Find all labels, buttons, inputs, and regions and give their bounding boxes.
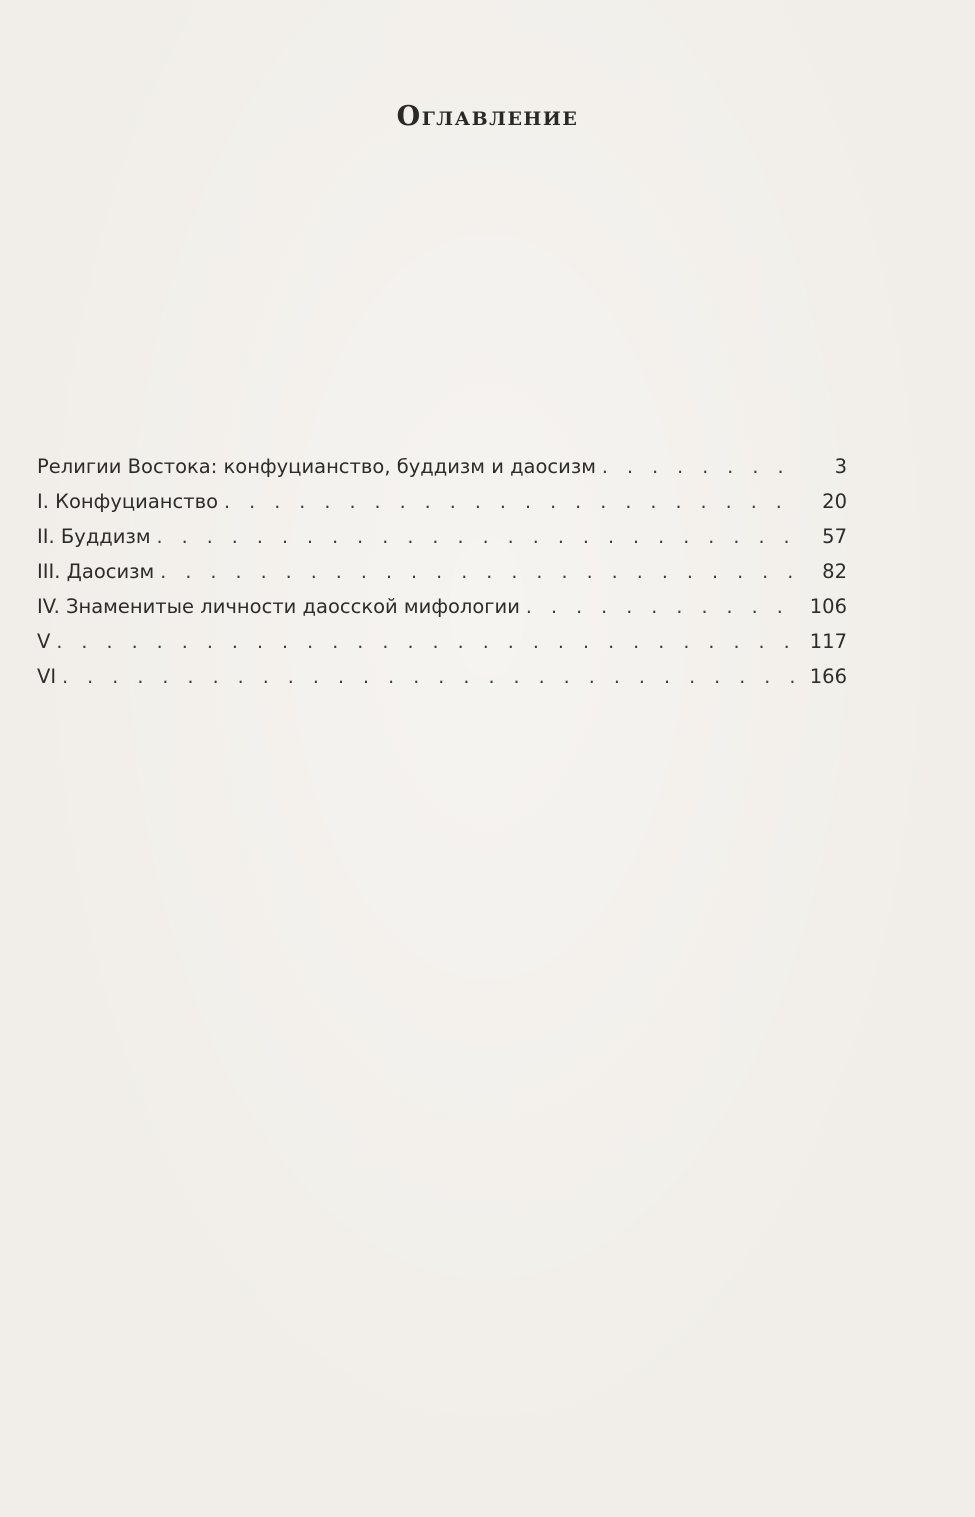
toc-entry <box>37 455 847 490</box>
toc-entry <box>37 595 847 630</box>
toc-entry <box>37 665 847 700</box>
toc-leader-dots <box>224 491 797 513</box>
toc-entry-label: IV. Знаменитые личности даосской мифологии <box>37 595 520 618</box>
toc-entry-page: 20 <box>822 490 847 513</box>
toc-entry-page: 82 <box>822 560 847 583</box>
toc-leader-dots <box>62 666 797 688</box>
toc-entry-label: III. Даосизм <box>37 560 155 583</box>
toc-entry <box>37 560 847 595</box>
toc-entry-label: II. Буддизм <box>37 525 151 548</box>
toc-leader-dots <box>56 631 797 653</box>
toc-entry-page: 166 <box>809 665 847 688</box>
toc-leader-dots <box>602 456 797 478</box>
toc-entry-label: I. Конфуцианство <box>37 490 219 513</box>
toc-entry-label: V <box>37 630 51 653</box>
table-of-contents <box>37 455 847 700</box>
toc-entry <box>37 490 847 525</box>
toc-entry-page: 117 <box>809 630 847 653</box>
toc-entry <box>37 630 847 665</box>
toc-leader-dots <box>160 561 797 583</box>
toc-leader-dots <box>526 596 797 618</box>
toc-leader-dots <box>157 526 797 548</box>
toc-entry-page: 3 <box>834 455 847 478</box>
toc-entry <box>37 525 847 560</box>
toc-entry-label: VI <box>37 665 57 688</box>
page-title: Оглавление <box>396 101 579 133</box>
toc-entry-label: Религии Востока: конфуцианство, буддизм и даосизм <box>37 455 596 478</box>
toc-entry-page: 57 <box>822 525 847 548</box>
toc-entry-page: 106 <box>809 595 847 618</box>
